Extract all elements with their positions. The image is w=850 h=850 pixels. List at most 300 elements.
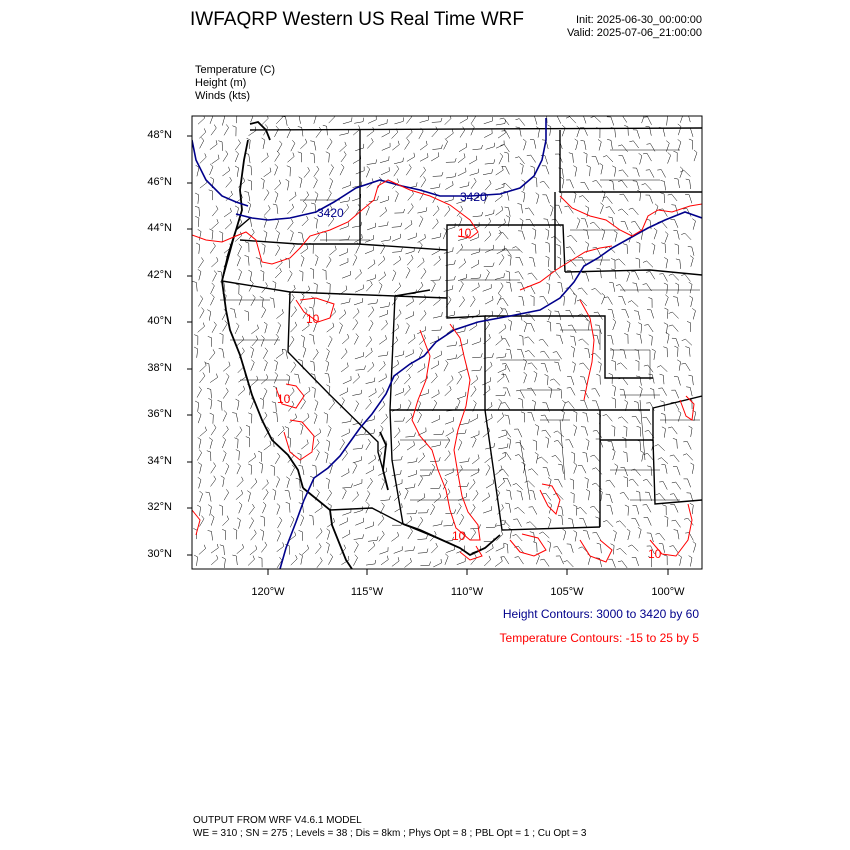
- wind-barb: [237, 336, 244, 346]
- temperature-contour-note: Temperature Contours: -15 to 25 by 5: [499, 631, 699, 645]
- wind-barb: [618, 297, 625, 305]
- wind-barb: [193, 281, 198, 291]
- wind-barb: [607, 117, 614, 126]
- wind-barb: [620, 492, 629, 499]
- wind-barb: [503, 478, 511, 486]
- wind-barb: [472, 353, 482, 358]
- wind-barb: [264, 322, 267, 333]
- wind-barb: [662, 427, 666, 438]
- wind-barb: [252, 336, 258, 346]
- wind-barb: [661, 243, 665, 253]
- wind-barb: [631, 518, 639, 526]
- wind-barb: [612, 398, 616, 409]
- wind-barb: [567, 376, 574, 385]
- wind-barb: [534, 371, 537, 382]
- wind-barb: [329, 400, 335, 411]
- wind-barb: [627, 271, 630, 282]
- wind-barb: [471, 529, 476, 540]
- wind-barb: [326, 478, 330, 489]
- wind-barb: [395, 351, 404, 357]
- wind-barb: [352, 390, 362, 396]
- wind-barb: [542, 430, 551, 437]
- wind-barb: [368, 542, 375, 552]
- wind-barb: [408, 458, 418, 463]
- wind-barb: [274, 334, 278, 345]
- wind-barb: [420, 310, 426, 320]
- wind-barb: [606, 494, 613, 503]
- wind-barb: [354, 298, 363, 305]
- wind-barb: [286, 477, 289, 488]
- wind-barb: [592, 389, 600, 397]
- wind-barb: [557, 257, 561, 268]
- wind-barb: [235, 323, 239, 334]
- wind-barb: [640, 451, 643, 462]
- lat-label: 44°N: [147, 222, 172, 234]
- wind-barb: [249, 518, 253, 529]
- field-temperature: Temperature (C): [195, 64, 276, 76]
- wind-barb: [633, 130, 640, 139]
- wind-barb: [556, 556, 564, 564]
- wind-barb: [470, 414, 478, 422]
- map-frame: [192, 116, 702, 569]
- wind-barb: [381, 167, 389, 175]
- temperature-contour-label: 10: [458, 226, 472, 240]
- wind-barb: [608, 559, 615, 567]
- wind-barb: [314, 177, 318, 188]
- wind-barb: [367, 478, 372, 489]
- wind-barb: [586, 319, 590, 330]
- wind-barb: [471, 113, 476, 124]
- wind-barb: [668, 427, 677, 434]
- wind-barb: [517, 349, 524, 358]
- wind-barb: [194, 347, 198, 358]
- wind-barb: [497, 413, 504, 423]
- wind-barb: [471, 468, 479, 476]
- wind-barb: [378, 222, 388, 227]
- wind-barb: [619, 156, 627, 164]
- wind-barb: [660, 193, 664, 203]
- wind-barb: [596, 374, 600, 384]
- wind-barb: [392, 557, 399, 566]
- wind-barb: [378, 388, 384, 398]
- wind-barb: [353, 445, 363, 450]
- wind-barb: [248, 464, 252, 475]
- wind-barb: [530, 490, 536, 500]
- wind-barb: [597, 268, 602, 278]
- wind-barb: [380, 207, 387, 217]
- wind-barb: [498, 219, 505, 228]
- wind-barb: [674, 151, 678, 162]
- wind-barb: [529, 258, 535, 267]
- wind-barb: [288, 271, 293, 282]
- wind-barb: [379, 310, 388, 317]
- wind-barb: [582, 273, 589, 282]
- wind-barb: [379, 335, 386, 344]
- wind-barb: [405, 546, 415, 551]
- wind-barb: [220, 545, 225, 555]
- wind-barb: [565, 402, 575, 409]
- wind-barb: [276, 476, 280, 487]
- wind-barb: [343, 376, 351, 384]
- wind-barb: [620, 349, 626, 358]
- wind-barb: [606, 480, 615, 487]
- wind-barb: [585, 478, 589, 489]
- wind-barb: [545, 437, 548, 448]
- wind-barb: [270, 298, 275, 308]
- wind-barb: [341, 151, 346, 162]
- wind-barb: [199, 545, 206, 555]
- wind-barb: [211, 283, 215, 294]
- field-winds: Winds (kts): [195, 90, 250, 102]
- wind-barb: [555, 205, 562, 214]
- wind-barb: [354, 334, 358, 345]
- wind-barb: [527, 324, 535, 332]
- wind-barb: [313, 349, 318, 360]
- wind-barb: [300, 515, 303, 526]
- wind-barb: [527, 155, 536, 163]
- wind-barb: [392, 223, 402, 228]
- wind-barb: [261, 178, 264, 189]
- wind-barb: [673, 230, 679, 239]
- wind-barb: [194, 555, 198, 566]
- wind-barb: [621, 222, 628, 230]
- wind-barb: [624, 125, 628, 135]
- wind-barb: [366, 466, 374, 474]
- wind-barb: [247, 491, 250, 502]
- wind-barb: [275, 268, 281, 278]
- wind-barb: [512, 534, 522, 541]
- wind-barb: [285, 490, 291, 500]
- wind-barb: [659, 274, 667, 282]
- wind-barb: [353, 125, 360, 135]
- wind-barb: [368, 116, 376, 124]
- wind-barb: [300, 139, 307, 149]
- wind-barb: [669, 312, 679, 319]
- wind-barb: [579, 339, 589, 345]
- wind-barb: [642, 112, 645, 123]
- wind-barb: [614, 231, 617, 242]
- wind-barb: [248, 453, 255, 462]
- wind-barb: [595, 517, 599, 528]
- wind-barb: [680, 170, 690, 176]
- wind-barb: [248, 413, 252, 424]
- wind-barb: [573, 293, 576, 304]
- wind-barb: [447, 342, 457, 347]
- wind-barb: [261, 335, 264, 346]
- wind-barb: [517, 204, 522, 214]
- wind-barb: [622, 437, 626, 447]
- wind-barb: [368, 537, 378, 542]
- wind-barb: [458, 365, 466, 372]
- wind-barb: [211, 425, 216, 436]
- wind-barb: [395, 191, 398, 202]
- wind-barb: [546, 283, 550, 294]
- wind-barb: [212, 219, 219, 229]
- wind-barb: [324, 413, 328, 424]
- wind-barb: [431, 276, 441, 280]
- wind-barb: [313, 113, 316, 124]
- wind-barb: [508, 255, 512, 266]
- wind-barb: [327, 323, 334, 332]
- wind-barb: [341, 349, 347, 359]
- wind-barb: [313, 429, 320, 438]
- wind-barb: [622, 310, 629, 318]
- wind-barb: [379, 531, 385, 542]
- wind-barb: [315, 543, 321, 553]
- wind-barb: [496, 206, 503, 215]
- wind-barb: [483, 506, 492, 513]
- wind-barb: [221, 476, 224, 487]
- wind-barb: [298, 233, 304, 242]
- wind-barb: [592, 180, 601, 187]
- wind-barb: [406, 129, 412, 139]
- field-height: Height (m): [195, 77, 247, 89]
- wind-barb: [272, 402, 276, 412]
- wind-barb: [198, 477, 201, 488]
- wind-barb: [394, 417, 404, 421]
- wind-barb: [665, 295, 668, 306]
- wind-barbs: [193, 111, 698, 568]
- wind-barb: [689, 296, 692, 307]
- figure-title: IWFAQRP Western US Real Time WRF: [190, 9, 524, 30]
- wind-barb: [433, 520, 442, 526]
- wind-barb: [236, 427, 242, 438]
- wind-barb: [486, 143, 495, 150]
- wind-barb: [674, 178, 679, 188]
- wind-barb: [278, 426, 284, 436]
- wind-barb: [405, 558, 412, 568]
- wind-barb: [612, 426, 616, 437]
- wind-barb: [325, 373, 330, 383]
- wind-barb: [378, 515, 384, 525]
- wind-barb: [515, 272, 524, 280]
- wind-barb: [499, 254, 504, 265]
- wind-barb: [407, 441, 415, 450]
- wind-barb: [394, 158, 403, 164]
- wind-barb: [434, 431, 444, 435]
- wind-barb: [251, 478, 257, 488]
- wind-barb: [533, 177, 537, 187]
- wind-barb: [365, 246, 373, 253]
- wind-barb: [380, 302, 390, 308]
- wind-barb: [225, 463, 229, 474]
- wind-barb: [328, 426, 332, 437]
- wind-barb: [198, 269, 201, 280]
- wind-barb: [548, 309, 551, 320]
- wind-barb: [420, 562, 430, 566]
- wind-barb: [498, 283, 503, 294]
- wind-barb: [276, 309, 283, 318]
- wind-barb: [482, 493, 489, 502]
- temperature-contour-label: 10: [452, 529, 466, 543]
- temperature-contour-label: 10: [648, 547, 662, 561]
- wind-barb: [617, 363, 627, 370]
- wind-barb: [327, 139, 332, 150]
- wind-barb: [496, 120, 506, 125]
- wind-barb: [366, 336, 372, 347]
- valid-time: Valid: 2025-07-06_21:00:00: [567, 27, 702, 39]
- wind-barb: [523, 359, 526, 370]
- wind-barb: [645, 492, 652, 501]
- wind-barb: [608, 309, 614, 318]
- wind-barb: [675, 283, 679, 294]
- wind-barb: [536, 193, 539, 204]
- wind-barb: [484, 130, 492, 138]
- wind-barb: [539, 339, 548, 346]
- wind-barb: [521, 412, 525, 423]
- lat-label: 32°N: [147, 501, 172, 513]
- wind-barb: [432, 118, 442, 122]
- wind-barb: [677, 360, 680, 371]
- wind-barb: [644, 365, 653, 372]
- wind-barb: [261, 153, 268, 163]
- wind-barb: [354, 534, 364, 539]
- wind-barb: [211, 476, 216, 487]
- wind-barb: [604, 297, 613, 305]
- wind-barb: [234, 438, 238, 449]
- wind-barb: [211, 463, 216, 474]
- wind-barb: [606, 207, 615, 215]
- wind-barb: [486, 480, 494, 489]
- wind-barb: [207, 451, 211, 461]
- wind-barb: [290, 516, 294, 527]
- wind-barb: [277, 542, 284, 551]
- wind-barb: [663, 347, 667, 357]
- wind-barb: [312, 465, 316, 475]
- wind-barb: [342, 181, 351, 188]
- wind-barb: [262, 138, 265, 149]
- wind-barb: [309, 334, 314, 344]
- wind-barb: [574, 463, 577, 474]
- wind-barb: [222, 516, 228, 526]
- model-config: WE = 310 ; SN = 275 ; Levels = 38 ; Dis = 8km ; Phys Opt = 8 ; PBL Opt = 1 ; Cu Opt = 3: [193, 828, 587, 839]
- wind-barb: [545, 374, 549, 385]
- wind-barb: [209, 349, 215, 360]
- wind-barb: [291, 555, 297, 565]
- wind-barb: [498, 129, 505, 138]
- wind-barb: [624, 400, 627, 411]
- wind-barb: [627, 321, 630, 332]
- wind-barb: [294, 374, 300, 383]
- wind-barb: [581, 219, 588, 228]
- wind-barb: [532, 228, 536, 239]
- wind-barb: [395, 117, 404, 124]
- wind-barb: [633, 283, 639, 293]
- wind-barb: [245, 242, 249, 252]
- wind-barb: [681, 363, 690, 371]
- wind-barb: [445, 181, 453, 189]
- wind-barb: [514, 429, 522, 437]
- wind-barb: [274, 126, 278, 137]
- wind-barb: [545, 242, 549, 252]
- wind-barb: [571, 452, 575, 463]
- wind-barb: [506, 271, 510, 281]
- wind-barb: [340, 258, 348, 266]
- wind-barb: [485, 245, 493, 253]
- wind-barb: [470, 296, 475, 307]
- wind-barb: [629, 141, 638, 148]
- wind-barb: [533, 440, 537, 451]
- wind-barb: [636, 334, 641, 344]
- wind-barb: [198, 412, 201, 423]
- wind-barb: [586, 489, 590, 500]
- wind-barb: [460, 127, 465, 138]
- wind-barb: [378, 177, 382, 188]
- wind-barb: [395, 310, 401, 320]
- wind-barb: [432, 281, 436, 292]
- wind-barb: [644, 117, 652, 125]
- wind-barb: [528, 412, 535, 421]
- wind-barb: [407, 153, 415, 162]
- wind-barb: [550, 205, 553, 216]
- init-time: Init: 2025-06-30_00:00:00: [576, 14, 702, 26]
- wind-barb: [367, 274, 376, 281]
- wind-barb: [260, 516, 264, 526]
- wind-barb: [661, 464, 667, 473]
- wind-barb: [620, 194, 629, 202]
- wind-barb: [498, 478, 505, 488]
- wind-barb: [342, 334, 349, 344]
- wind-barb: [532, 243, 536, 253]
- wind-barb: [232, 126, 236, 137]
- wind-barb: [692, 219, 695, 230]
- wind-barb: [418, 412, 422, 423]
- wind-barb: [286, 502, 290, 512]
- wind-barb: [562, 125, 565, 136]
- wind-barb: [210, 243, 215, 254]
- wind-barb: [495, 183, 504, 190]
- wind-barb: [660, 374, 665, 384]
- wind-barb: [212, 155, 219, 164]
- wind-barb: [264, 441, 271, 450]
- wind-barb: [445, 468, 453, 476]
- wind-barb: [538, 457, 548, 463]
- wind-barb: [393, 256, 400, 265]
- wind-barb: [405, 349, 413, 357]
- wind-barb: [301, 255, 304, 266]
- wind-barb: [200, 427, 207, 437]
- wind-barb: [577, 218, 580, 229]
- wind-barb: [446, 173, 456, 178]
- wind-barb: [603, 197, 612, 204]
- wind-barb: [621, 468, 628, 477]
- wind-barb: [210, 294, 214, 305]
- wind-barb: [616, 285, 625, 292]
- wind-barb: [652, 243, 655, 254]
- wind-barb: [355, 518, 363, 525]
- wind-barb: [368, 455, 375, 464]
- wind-barb: [352, 492, 358, 502]
- wind-barb: [445, 451, 451, 461]
- wind-barb: [298, 127, 303, 137]
- wind-barb: [262, 502, 266, 513]
- wind-barb: [485, 231, 491, 241]
- wind-barb: [446, 158, 456, 162]
- wind-barb: [303, 387, 310, 396]
- wind-barb: [607, 139, 612, 149]
- wind-barb: [299, 490, 303, 501]
- wind-barb: [529, 507, 537, 515]
- wind-barb: [278, 517, 282, 528]
- wind-barb: [299, 554, 302, 565]
- wind-barb: [603, 520, 613, 527]
- wind-barb: [628, 301, 638, 307]
- wind-barb: [532, 400, 536, 411]
- wind-barb: [579, 363, 589, 370]
- wind-barb: [301, 440, 308, 450]
- wind-barb: [543, 467, 550, 476]
- wind-barb: [197, 450, 201, 461]
